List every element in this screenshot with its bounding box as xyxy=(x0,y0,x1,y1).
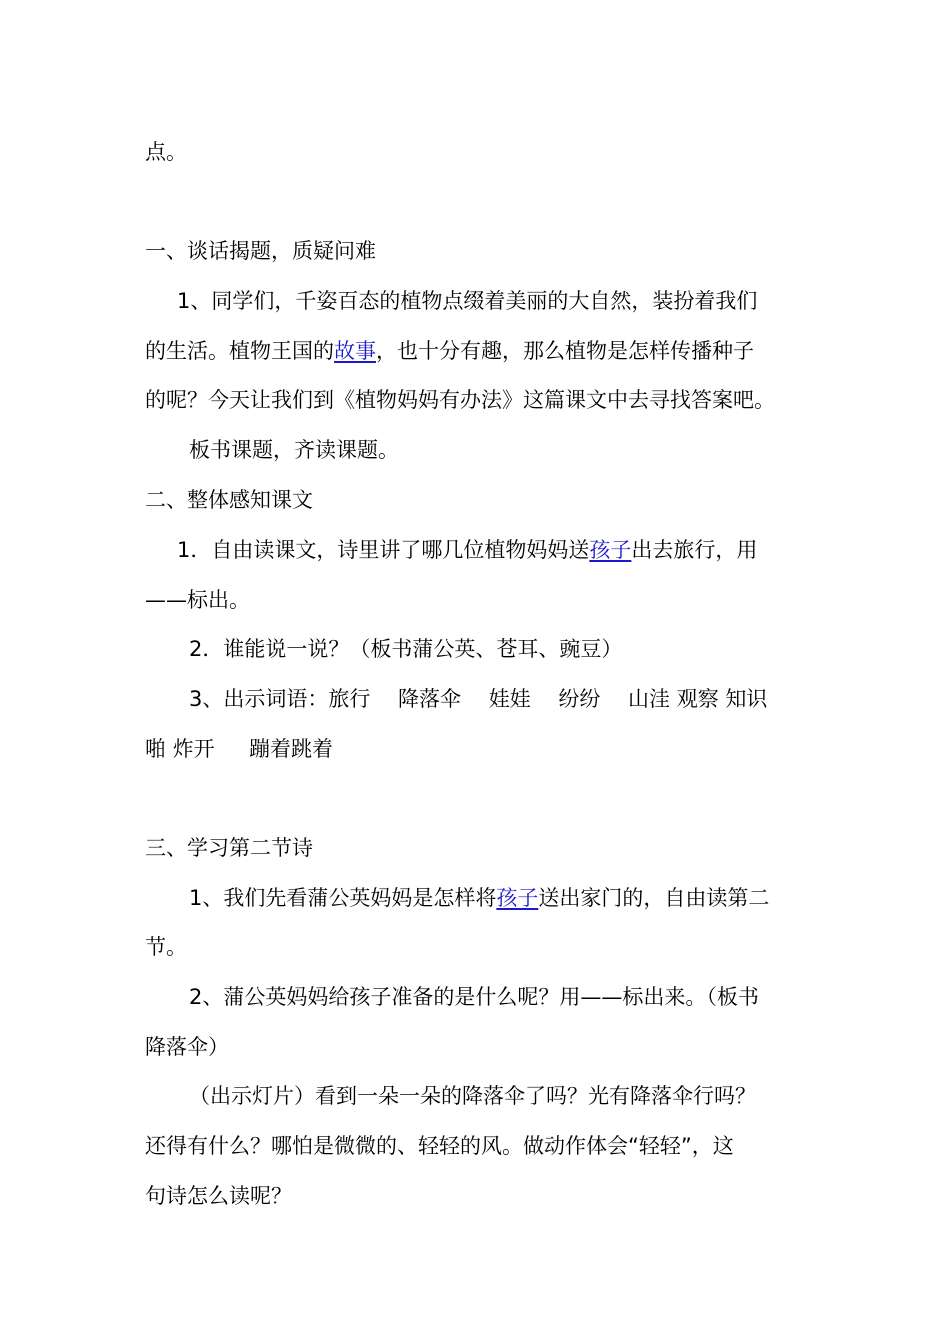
text-line xyxy=(177,537,930,563)
section-heading xyxy=(145,835,930,861)
text-line xyxy=(145,1133,930,1159)
text-segment: 1．自由读课文，诗里讲了哪几位植物妈妈送 xyxy=(177,538,590,562)
text-segment: 3、出示词语：旅行 降落伞 娃娃 纷纷 山洼 观察 知识 xyxy=(189,687,768,711)
text-segment: 2、蒲公英妈妈给孩子准备的是什么呢？用——标出来。（板书 xyxy=(189,985,759,1009)
text-segment: 三、学习第二节诗 xyxy=(145,836,313,860)
text-segment: 点。 xyxy=(145,140,187,164)
text-line xyxy=(145,587,930,613)
text-segment: 节。 xyxy=(145,935,187,959)
text-segment: ——标出。 xyxy=(145,588,250,612)
section-heading xyxy=(145,487,930,513)
text-line xyxy=(189,686,930,712)
text-line xyxy=(177,288,930,314)
text-line xyxy=(145,934,930,960)
text-segment: 的生活。植物王国的 xyxy=(145,339,334,363)
text-segment: 1、我们先看蒲公英妈妈是怎样将 xyxy=(189,886,497,910)
text-segment: 送出家门的，自由读第二 xyxy=(538,886,770,910)
text-line xyxy=(189,437,930,463)
text-line xyxy=(145,139,930,165)
text-segment: 啪 炸开 蹦着跳着 xyxy=(145,737,334,761)
text-segment: 的呢？今天让我们到《植物妈妈有办法》这篇课文中去寻找答案吧。 xyxy=(145,388,775,412)
text-line xyxy=(145,736,930,762)
text-line xyxy=(145,1183,930,1209)
text-line xyxy=(189,1083,930,1109)
text-segment: 降落伞） xyxy=(145,1035,229,1059)
inline-link[interactable]: 孩子 xyxy=(496,886,539,910)
text-segment: 出去旅行，用 xyxy=(631,538,758,562)
text-segment: 一、谈话揭题，质疑问难 xyxy=(145,239,376,263)
inline-link[interactable]: 孩子 xyxy=(589,538,632,562)
inline-link[interactable]: 故事 xyxy=(334,339,376,363)
text-line xyxy=(189,885,930,911)
text-line xyxy=(145,387,930,413)
text-line xyxy=(145,338,930,364)
text-segment: 还得有什么？哪怕是微微的、轻轻的风。做动作体会“轻轻”，这 xyxy=(145,1134,734,1158)
text-segment: 2．谁能说一说？（板书蒲公英、苍耳、豌豆） xyxy=(189,637,623,661)
text-segment: 句诗怎么读呢？ xyxy=(145,1184,292,1208)
section-heading xyxy=(145,238,930,264)
text-segment: ，也十分有趣，那么植物是怎样传播种子 xyxy=(376,339,754,363)
text-segment: 1、同学们，千姿百态的植物点缀着美丽的大自然，装扮着我们 xyxy=(177,289,758,313)
text-line xyxy=(189,984,930,1010)
text-segment: 二、整体感知课文 xyxy=(145,488,313,512)
text-segment: （出示灯片）看到一朵一朵的降落伞了吗？光有降落伞行吗？ xyxy=(189,1084,756,1108)
text-line xyxy=(145,1034,930,1060)
text-line xyxy=(189,636,930,662)
text-segment: 板书课题，齐读课题。 xyxy=(189,438,399,462)
